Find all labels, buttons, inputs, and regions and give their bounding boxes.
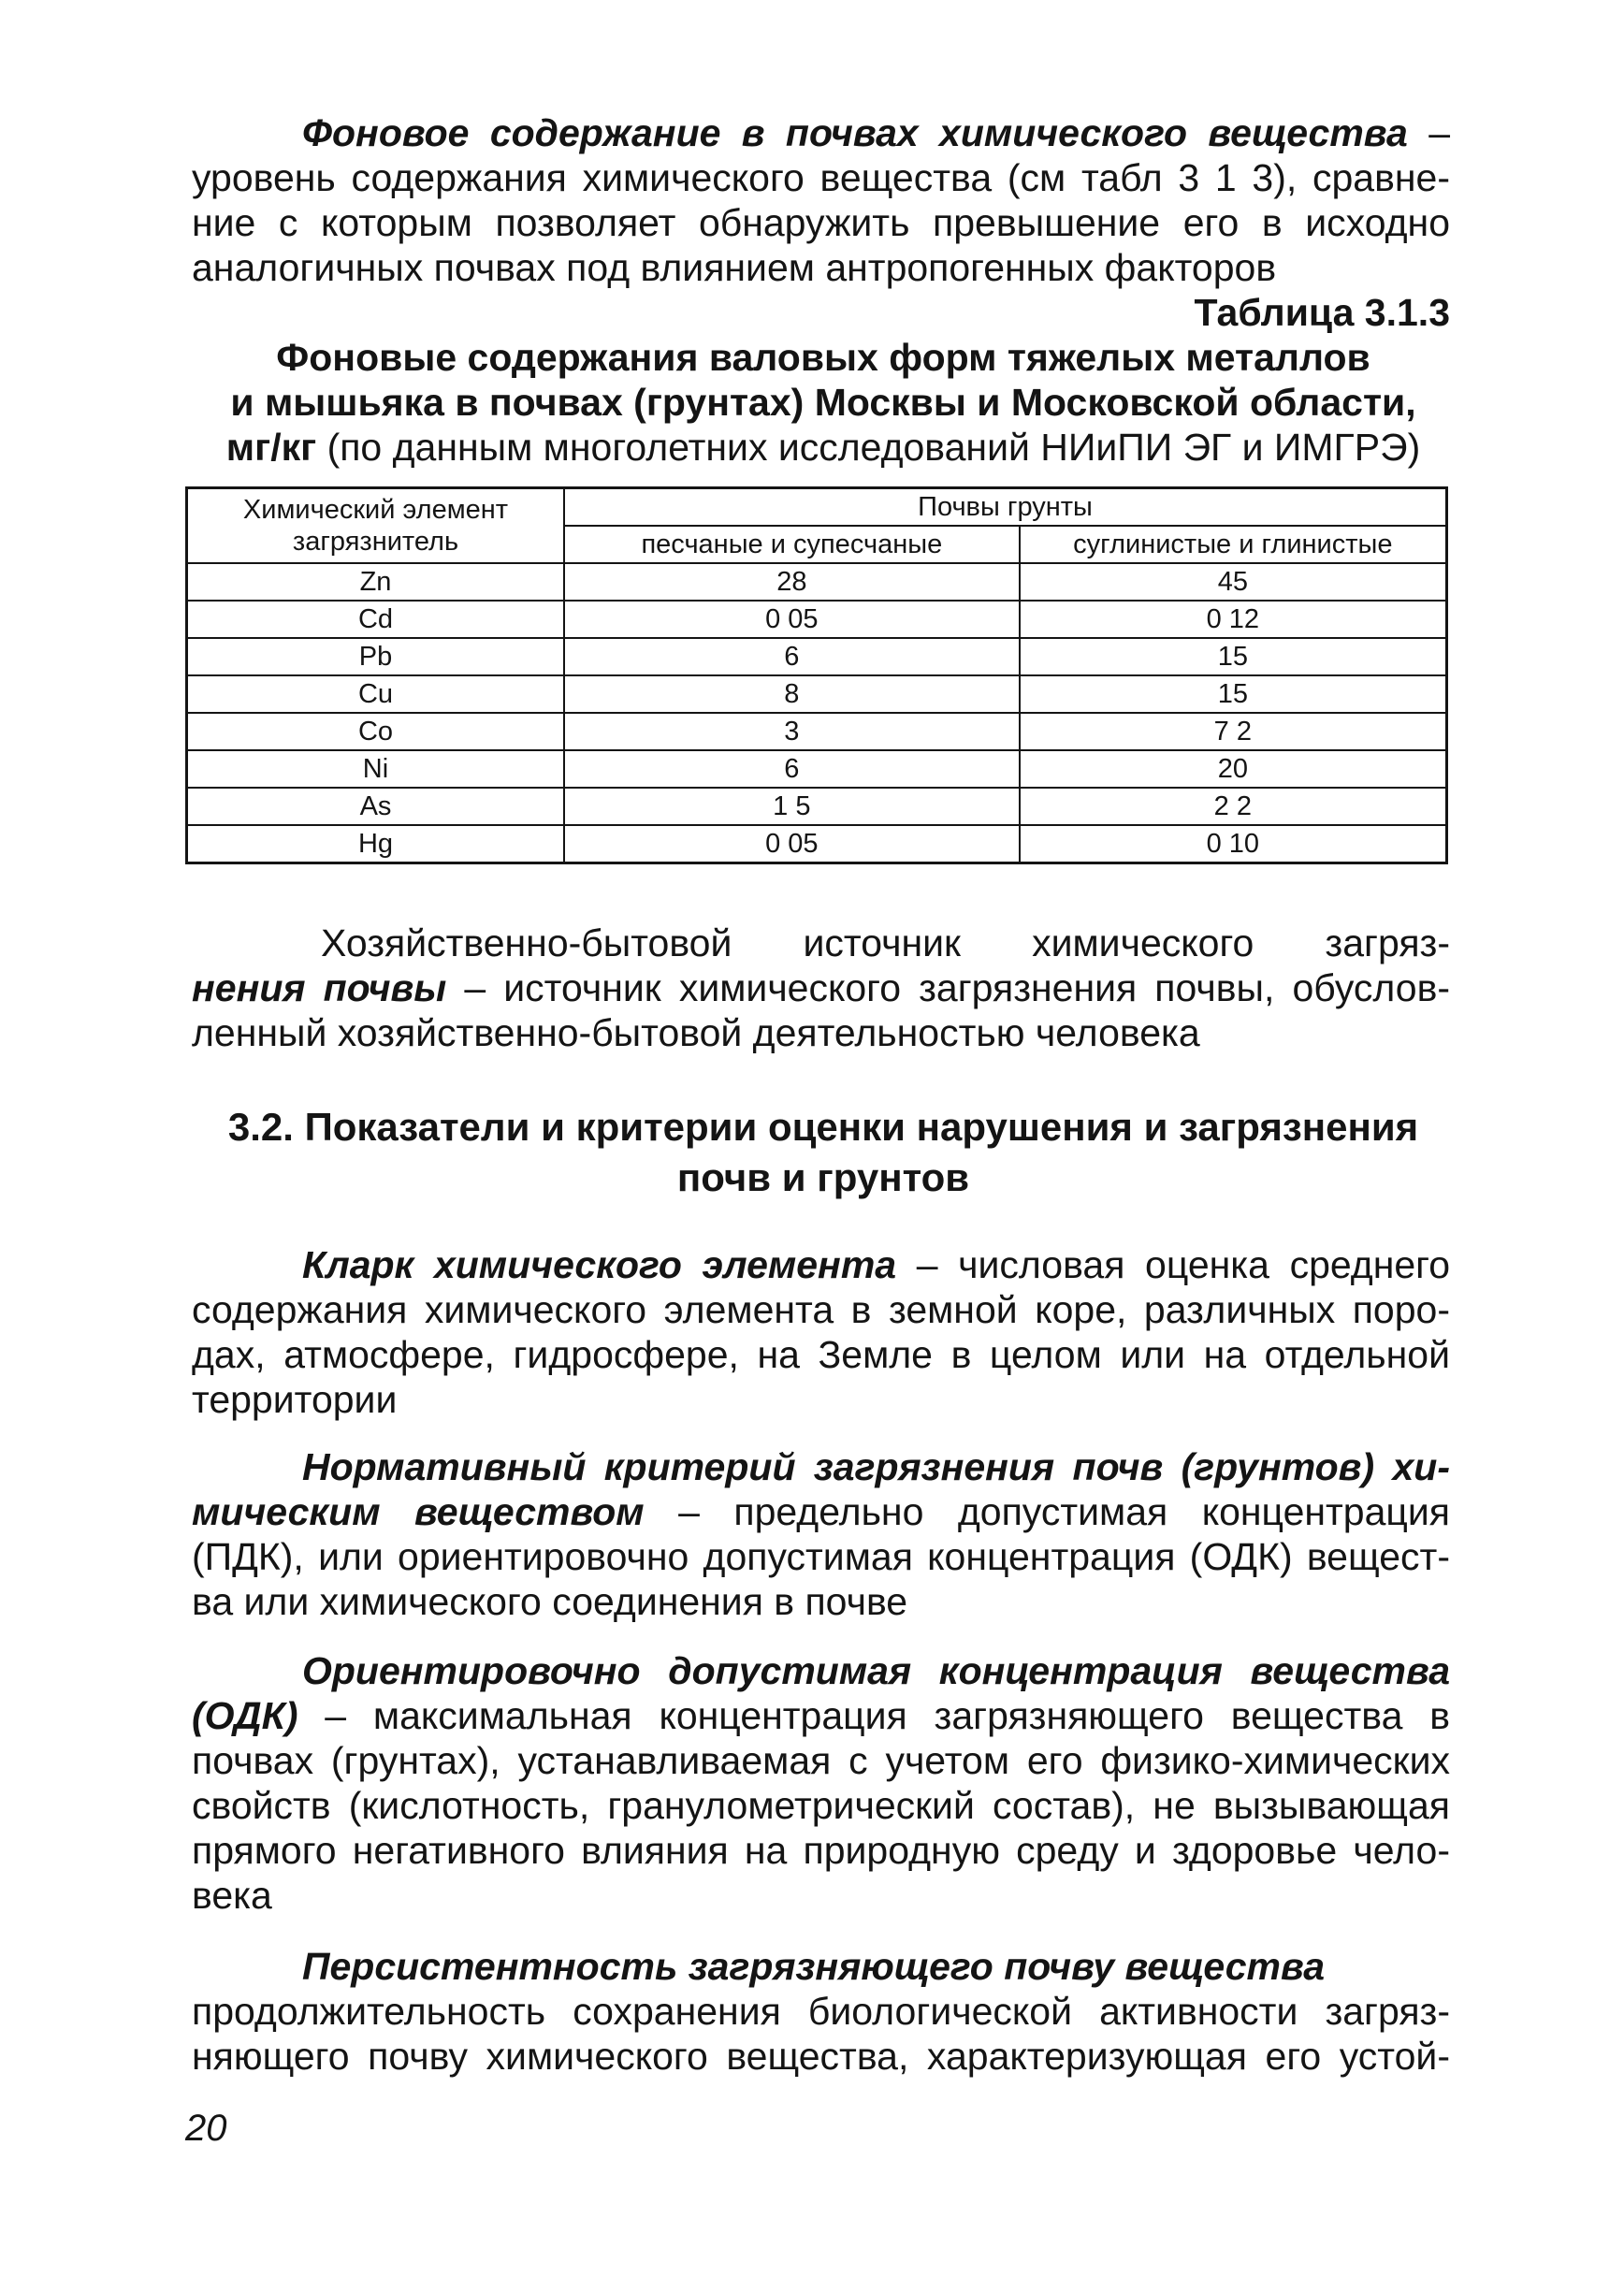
caption-line: Фоновые содержания валовых форм тяжелых металлов: [276, 336, 1370, 379]
table-row: [187, 601, 1447, 638]
table-caption: [187, 335, 1459, 470]
definition-term: Фоновое содержание в почвах химического вещества: [302, 111, 1408, 154]
element-cell: Ni: [187, 750, 565, 788]
loamy-cell: 15: [1020, 675, 1447, 713]
definition-line: (ОДК) – максимальная концентрация загрязняющего вещества в: [192, 1694, 1450, 1737]
definition-background: [192, 110, 1450, 290]
definition-line: территории: [192, 1378, 398, 1421]
definition-term: Хозяйственно-бытовой источник химического загряз-: [321, 921, 1450, 964]
loamy-cell: 45: [1020, 563, 1447, 601]
page-number: 20: [185, 2108, 227, 2149]
definition-line: уровень содержания химического вещества (см табл 3 1 3), сравне-: [192, 156, 1450, 199]
element-cell: Hg: [187, 825, 565, 863]
table-row: [187, 675, 1447, 713]
sandy-cell: 0 05: [564, 825, 1020, 863]
element-cell: Zn: [187, 563, 565, 601]
definition-line: (ПДК), или ориентировочно допустимая концентрация (ОДК) вещест-: [192, 1535, 1450, 1578]
loamy-cell: 7 2: [1020, 713, 1447, 750]
sandy-cell: 6: [564, 750, 1020, 788]
definition-line: аналогичных почвах под влиянием антропогенных факторов: [192, 246, 1277, 289]
sandy-cell: 0 05: [564, 601, 1020, 638]
definition-line: прямого негативного влияния на природную среду и здоровье чело-: [192, 1829, 1450, 1872]
definition-term: Персистентность загрязняющего почву вещества: [302, 1945, 1326, 1988]
loamy-cell: 0 10: [1020, 825, 1447, 863]
definition-line: няющего почву химического вещества, характеризующая его устой-: [192, 2035, 1450, 2078]
definition-term: Ориентировочно допустимая концентрация вещества: [302, 1649, 1450, 1692]
caption-line: и мышьяка в почвах (грунтах) Москвы и Московской области,: [230, 381, 1416, 424]
definition-term: Кларк химического элемента: [302, 1243, 897, 1286]
table-row: [187, 788, 1447, 825]
sandy-cell: 1 5: [564, 788, 1020, 825]
table-row: [187, 713, 1447, 750]
element-cell: Pb: [187, 638, 565, 675]
header-element: Химический элемент загрязнитель: [187, 488, 565, 564]
sandy-cell: 3: [564, 713, 1020, 750]
sandy-cell: 8: [564, 675, 1020, 713]
definition-normative: [192, 1444, 1450, 1624]
definition-line: нения почвы – источник химического загрязнения почвы, обуслов-: [192, 966, 1451, 1009]
caption-line: мг/кг (по данным многолетних исследований НИиПИ ЭГ и ИМГРЭ): [225, 426, 1421, 469]
definition-line: Кларк химического элемента – числовая оценка среднего: [302, 1243, 1450, 1286]
definition-household: [192, 921, 1450, 1055]
header-loamy: суглинистые и глинистые: [1020, 526, 1447, 563]
sandy-cell: 6: [564, 638, 1020, 675]
definition-line: Фоновое содержание в почвах химического вещества –: [302, 111, 1450, 154]
loamy-cell: 0 12: [1020, 601, 1447, 638]
definition-line: продолжительность сохранения биологической активности загряз-: [192, 1990, 1450, 2033]
loamy-cell: 15: [1020, 638, 1447, 675]
table-header-row: [187, 488, 1447, 527]
loamy-cell: 2 2: [1020, 788, 1447, 825]
element-cell: Co: [187, 713, 565, 750]
definition-term: Нормативный критерий загрязнения почв (грунтов) хи-: [302, 1445, 1450, 1488]
header-sandy: песчаные и супесчаные: [564, 526, 1020, 563]
definition-line: содержания химического элемента в земной коре, различных поро-: [192, 1288, 1450, 1331]
element-cell: As: [187, 788, 565, 825]
sandy-cell: 28: [564, 563, 1020, 601]
table-row: [187, 825, 1447, 863]
element-cell: Cd: [187, 601, 565, 638]
definition-line: почвах (грунтах), устанавливаемая с учетом его физико-химических: [192, 1739, 1450, 1782]
section-title: 3.2. Показатели и критерии оценки нарушения и загрязнения почв и грунтов: [227, 1105, 1419, 1199]
element-cell: Cu: [187, 675, 565, 713]
loamy-cell: 20: [1020, 750, 1447, 788]
definition-odk: [192, 1648, 1450, 1918]
table-row: [187, 638, 1447, 675]
definition-line: мическим веществом – предельно допустимая концентрация: [192, 1490, 1450, 1533]
definition-persistence: [192, 1944, 1450, 2079]
definition-line: века: [192, 1874, 272, 1917]
definition-line: дах, атмосфере, гидросфере, на Земле в целом или на отдельной: [192, 1333, 1450, 1376]
table-row: [187, 563, 1447, 601]
definition-line: свойств (кислотность, гранулометрический состав), не вызывающая: [192, 1784, 1450, 1827]
header-soils: Почвы грунты: [564, 488, 1447, 527]
definition-line: ние с которым позволяет обнаружить превышение его в исходно: [192, 201, 1450, 244]
definition-line: ленный хозяйственно-бытовой деятельностью человека: [192, 1011, 1200, 1054]
definition-line: ва или химического соединения в почве: [192, 1580, 908, 1623]
table-row: [187, 750, 1447, 788]
definition-clarke: [192, 1242, 1450, 1422]
metals-table: [185, 486, 1448, 864]
table-number: Таблица 3.1.3: [1194, 291, 1450, 334]
